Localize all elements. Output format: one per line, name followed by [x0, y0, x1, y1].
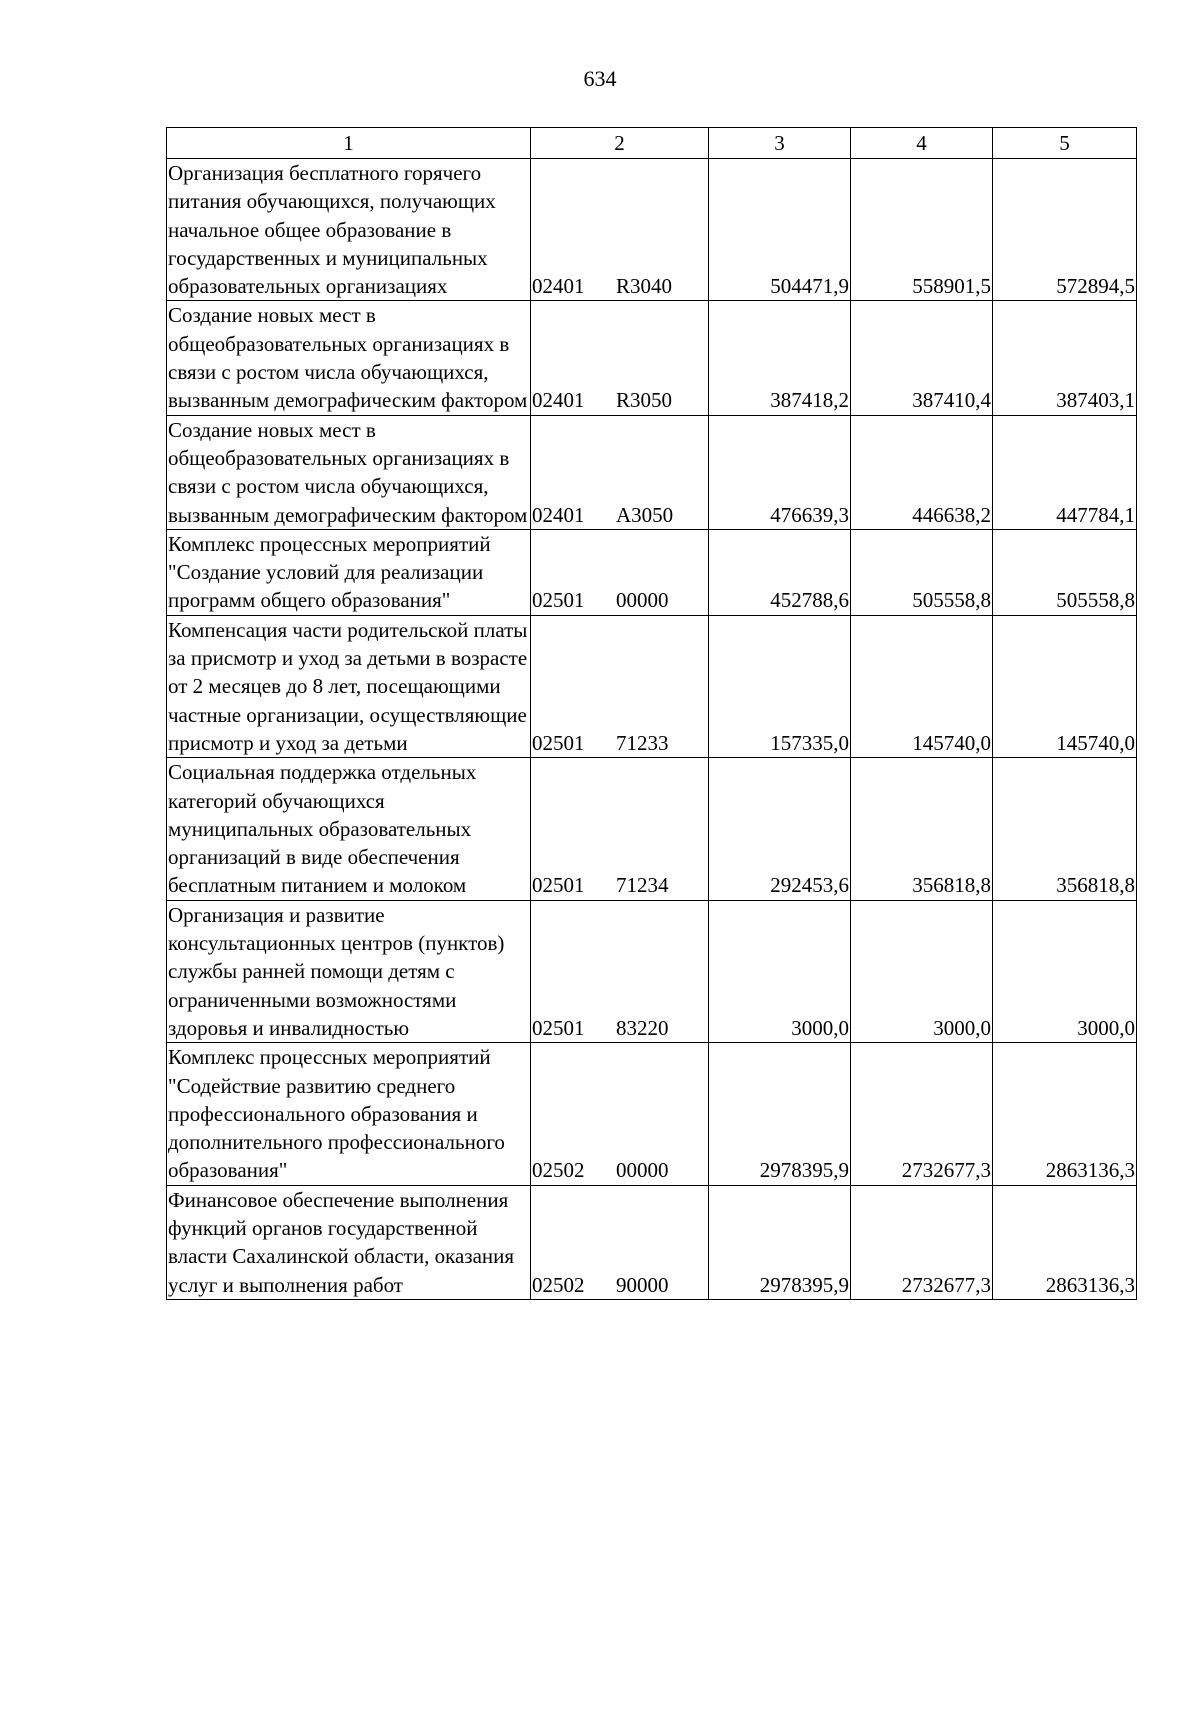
direction-code: 71234: [616, 873, 669, 898]
value-col-4: 356818,8: [851, 758, 993, 900]
program-code: 02501: [532, 873, 585, 898]
value-col-4: 446638,2: [851, 415, 993, 529]
column-header-2: 2: [531, 128, 709, 159]
value-col-5: 3000,0: [993, 900, 1137, 1042]
program-code: 02501: [532, 1015, 585, 1040]
row-name: Компенсация части родительской платы за присмотр и уход за детьми в возрасте от 2 месяцев до 8 лет, посещающими частные организации, осуществляющие присмотр и уход за детьми: [167, 615, 531, 757]
row-name: Организация бесплатного горячего питания обучающихся, получающих начальное общее образование в государственных и муниципальных образовательных организациях: [167, 159, 531, 301]
header-row: [167, 128, 1137, 159]
row-code: [531, 529, 709, 615]
direction-code: 90000: [616, 1272, 669, 1297]
budget-table: [166, 127, 1137, 1300]
program-code: 02502: [532, 1272, 585, 1297]
direction-code: R3040: [616, 274, 673, 299]
direction-code: А3050: [616, 502, 674, 527]
value-col-4: 387410,4: [851, 301, 993, 415]
value-col-4: 505558,8: [851, 529, 993, 615]
table-row: [167, 415, 1137, 529]
table-row: [167, 529, 1137, 615]
table-body: [167, 159, 1137, 1300]
program-code: 02501: [532, 730, 585, 755]
value-col-3: 2978395,9: [709, 1185, 851, 1299]
direction-code: 83220: [616, 1015, 669, 1040]
table-row: [167, 1043, 1137, 1185]
program-code: 02501: [532, 588, 585, 613]
row-code: [531, 758, 709, 900]
value-col-3: 157335,0: [709, 615, 851, 757]
value-col-4: 3000,0: [851, 900, 993, 1042]
table-row: [167, 1185, 1137, 1299]
row-code: [531, 415, 709, 529]
value-col-4: 558901,5: [851, 159, 993, 301]
row-code: [531, 615, 709, 757]
row-code: [531, 900, 709, 1042]
table-row: [167, 758, 1137, 900]
row-code: [531, 301, 709, 415]
row-code: [531, 1043, 709, 1185]
row-name: Создание новых мест в общеобразовательных организациях в связи с ростом числа обучающихся, вызванным демографическим фактором: [167, 301, 531, 415]
direction-code: 00000: [616, 588, 669, 613]
value-col-5: 387403,1: [993, 301, 1137, 415]
value-col-5: 505558,8: [993, 529, 1137, 615]
column-header-3: 3: [709, 128, 851, 159]
value-col-5: 447784,1: [993, 415, 1137, 529]
value-col-4: 2732677,3: [851, 1043, 993, 1185]
direction-code: 71233: [616, 730, 669, 755]
value-col-3: 504471,9: [709, 159, 851, 301]
value-col-5: 2863136,3: [993, 1043, 1137, 1185]
row-name: Финансовое обеспечение выполнения функций органов государственной власти Сахалинской области, оказания услуг и выполнения работ: [167, 1185, 531, 1299]
column-header-1: 1: [167, 128, 531, 159]
row-code: [531, 1185, 709, 1299]
program-code: 02401: [532, 388, 585, 413]
column-header-4: 4: [851, 128, 993, 159]
value-col-3: 292453,6: [709, 758, 851, 900]
row-name: Создание новых мест в общеобразовательных организациях в связи с ростом числа обучающихся, вызванным демографическим фактором: [167, 415, 531, 529]
row-code: [531, 159, 709, 301]
program-code: 02502: [532, 1158, 585, 1183]
program-code: 02401: [532, 274, 585, 299]
table-row: [167, 900, 1137, 1042]
value-col-4: 2732677,3: [851, 1185, 993, 1299]
row-name: Комплекс процессных мероприятий "Создание условий для реализации программ общего образования": [167, 529, 531, 615]
row-name: Комплекс процессных мероприятий "Содействие развитию среднего профессионального образования и дополнительного профессионального образования": [167, 1043, 531, 1185]
value-col-5: 2863136,3: [993, 1185, 1137, 1299]
value-col-4: 145740,0: [851, 615, 993, 757]
value-col-3: 476639,3: [709, 415, 851, 529]
table-row: [167, 615, 1137, 757]
value-col-5: 572894,5: [993, 159, 1137, 301]
direction-code: R3050: [616, 388, 673, 413]
value-col-3: 3000,0: [709, 900, 851, 1042]
table-header: [167, 128, 1137, 159]
table-row: [167, 301, 1137, 415]
table-row: [167, 159, 1137, 301]
row-name: Социальная поддержка отдельных категорий обучающихся муниципальных образовательных организаций в виде обеспечения бесплатным питанием и молоком: [167, 758, 531, 900]
value-col-3: 452788,6: [709, 529, 851, 615]
program-code: 02401: [532, 502, 585, 527]
value-col-5: 356818,8: [993, 758, 1137, 900]
direction-code: 00000: [616, 1158, 669, 1183]
value-col-3: 2978395,9: [709, 1043, 851, 1185]
value-col-5: 145740,0: [993, 615, 1137, 757]
row-name: Организация и развитие консультационных центров (пунктов) службы ранней помощи детям с ограниченными возможностями здоровья и инвалидностью: [167, 900, 531, 1042]
column-header-5: 5: [993, 128, 1137, 159]
page-number: 634: [583, 66, 617, 91]
value-col-3: 387418,2: [709, 301, 851, 415]
